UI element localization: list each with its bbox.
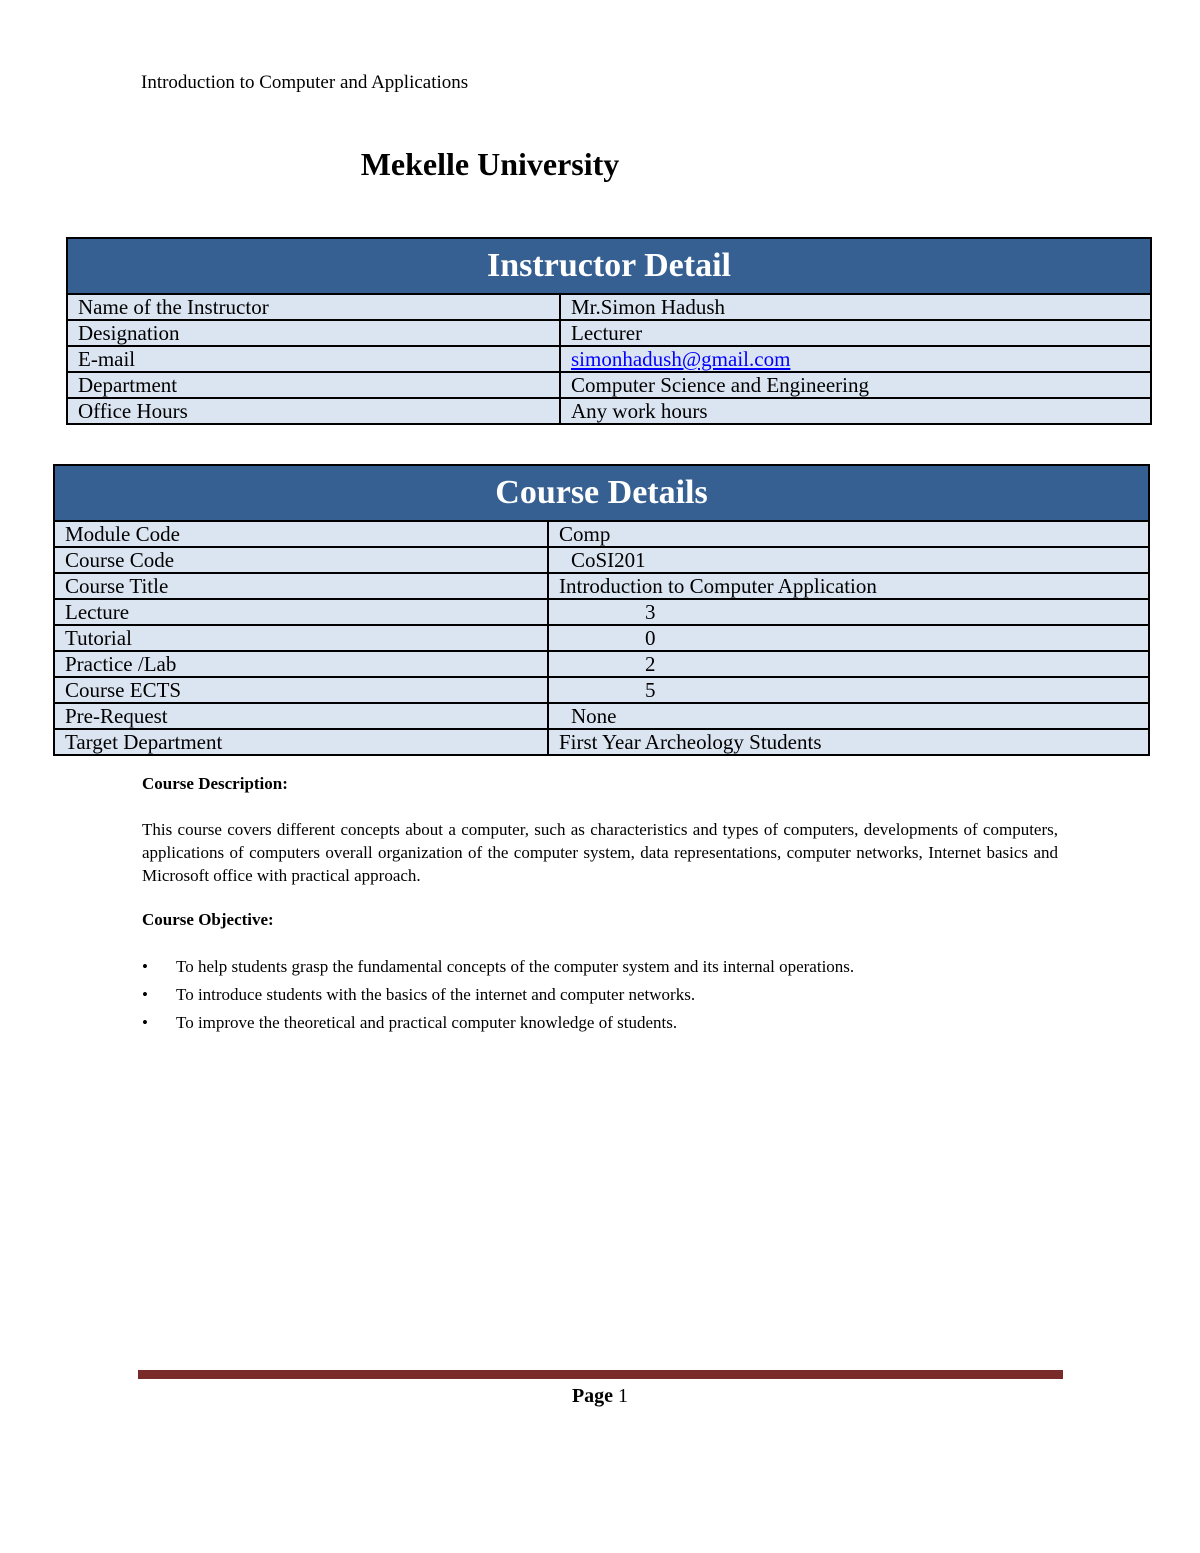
row-value xyxy=(560,346,1151,372)
row-label: Tutorial xyxy=(54,625,548,651)
table-row xyxy=(67,346,1151,372)
row-label: Designation xyxy=(67,320,560,346)
row-label: Practice /Lab xyxy=(54,651,548,677)
bullet-icon: • xyxy=(142,1013,148,1032)
row-value: Lecturer xyxy=(560,320,1151,346)
row-label: Course Code xyxy=(54,547,548,573)
course-description-label: Course Description: xyxy=(142,774,288,793)
row-value: Comp xyxy=(548,521,1149,547)
row-label: Name of the Instructor xyxy=(67,294,560,320)
row-label: Office Hours xyxy=(67,398,560,424)
row-label: E-mail xyxy=(67,346,560,372)
row-label: Target Department xyxy=(54,729,548,755)
page-label: Page xyxy=(571,1385,614,1407)
instructor-detail-table xyxy=(66,237,1152,425)
list-item xyxy=(142,984,854,1012)
row-value: Introduction to Computer Application xyxy=(548,573,1149,599)
table-row xyxy=(54,703,1149,729)
table-row xyxy=(54,599,1149,625)
table-header-row xyxy=(67,238,1151,294)
row-value: None xyxy=(548,703,1149,729)
page-number xyxy=(0,1385,1200,1408)
page-number-value: 1 xyxy=(618,1385,629,1407)
objective-text: To help students grasp the fundamental concepts of the computer system and its internal operations. xyxy=(176,957,855,976)
row-value: Computer Science and Engineering xyxy=(560,372,1151,398)
table-row xyxy=(54,729,1149,755)
course-details-table xyxy=(53,464,1150,756)
row-label: Course ECTS xyxy=(54,677,548,703)
bullet-icon: • xyxy=(142,985,148,1004)
table-row xyxy=(54,573,1149,599)
objective-text: To introduce students with the basics of the internet and computer networks. xyxy=(176,985,696,1004)
row-label: Module Code xyxy=(54,521,548,547)
table-row xyxy=(54,521,1149,547)
course-objective-label: Course Objective: xyxy=(142,910,274,929)
footer-divider xyxy=(138,1370,1063,1379)
bullet-icon: • xyxy=(142,957,148,976)
row-value: 0 xyxy=(548,625,1149,651)
page-title: Mekelle University xyxy=(360,146,620,182)
table-row xyxy=(54,625,1149,651)
table-row xyxy=(67,398,1151,424)
table-row xyxy=(54,547,1149,573)
row-label: Course Title xyxy=(54,573,548,599)
running-header: Introduction to Computer and Applications xyxy=(141,72,469,93)
table-row xyxy=(67,294,1151,320)
table-row xyxy=(54,677,1149,703)
row-value: 3 xyxy=(548,599,1149,625)
row-value: 2 xyxy=(548,651,1149,677)
row-value: First Year Archeology Students xyxy=(548,729,1149,755)
row-label: Lecture xyxy=(54,599,548,625)
row-value: Any work hours xyxy=(560,398,1151,424)
objective-list xyxy=(142,956,854,1040)
list-item xyxy=(142,956,854,984)
row-label: Department xyxy=(67,372,560,398)
course-description-text: This course covers different concepts about a computer, such as characteristics and types of computers, developments of computers, applications of computers overall organization of the computer system, data representations, computer networks, Internet basics and Microsoft office with practical approach. xyxy=(142,820,1058,885)
table-row xyxy=(67,320,1151,346)
table-header-row xyxy=(54,465,1149,521)
table-row xyxy=(54,651,1149,677)
list-item xyxy=(142,1012,854,1040)
row-value: Mr.Simon Hadush xyxy=(560,294,1151,320)
objective-text: To improve the theoretical and practical computer knowledge of students. xyxy=(176,1013,678,1032)
instructor-detail-heading: Instructor Detail xyxy=(67,238,1151,294)
row-label: Pre-Request xyxy=(54,703,548,729)
course-details-heading: Course Details xyxy=(54,465,1149,521)
row-value: CoSI201 xyxy=(548,547,1149,573)
table-row xyxy=(67,372,1151,398)
email-link[interactable]: simonhadush@gmail.com xyxy=(571,347,791,371)
row-value: 5 xyxy=(548,677,1149,703)
